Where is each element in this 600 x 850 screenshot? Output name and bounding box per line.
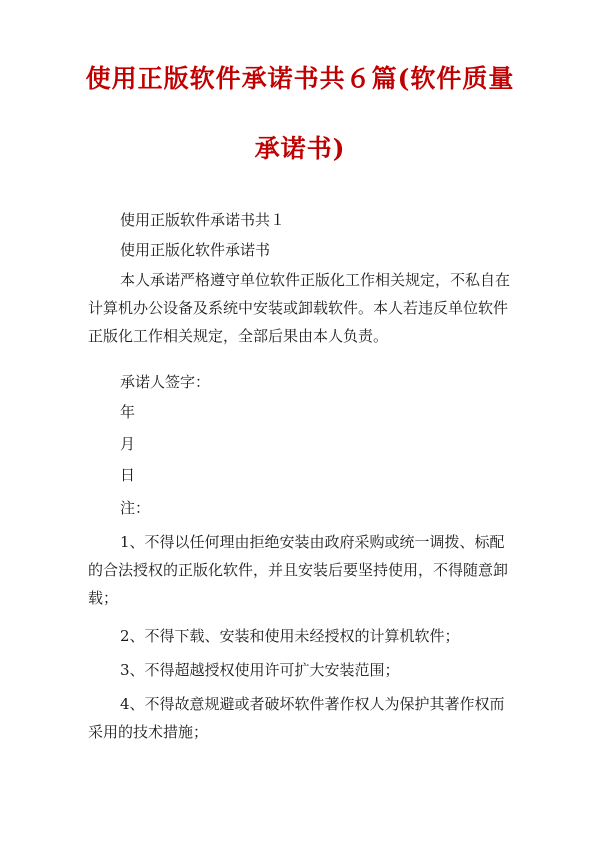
date-day-label: 日 <box>120 466 136 484</box>
date-month-label: 月 <box>120 435 136 453</box>
notes-label: 注： <box>120 499 151 517</box>
note-item-2: 2、不得下载、安装和使用未经授权的计算机软件； <box>120 627 460 645</box>
note-item-3: 3、不得超越授权使用许可扩大安装范围； <box>120 661 400 679</box>
commitment-heading: 使用正版化软件承诺书 <box>120 241 271 259</box>
note-item-1: 1、不得以任何理由拒绝安装由政府采购或统一调拨、标配的合法授权的正版化软件，并且安装后要坚持使用，不得随意卸载； <box>88 533 509 607</box>
document-subtitle: 使用正版软件承诺书共１ <box>120 211 286 229</box>
document-title-line-2: 承诺书) <box>254 134 346 163</box>
date-year-label: 年 <box>120 403 136 421</box>
document-title-line-1: 使用正版软件承诺书共６篇(软件质量 <box>85 64 515 93</box>
commitment-statement: 本人承诺严格遵守单位软件正版化工作相关规定，不私自在计算机办公设备及系统中安装或卸载软件。本人若违反单位软件正版化工作相关规定，全部后果由本人负责。 <box>88 271 511 345</box>
note-item-4: 4、不得故意规避或者破坏软件著作权人为保护其著作权而采用的技术措施； <box>88 695 505 741</box>
signature-label: 承诺人签字： <box>120 373 211 391</box>
